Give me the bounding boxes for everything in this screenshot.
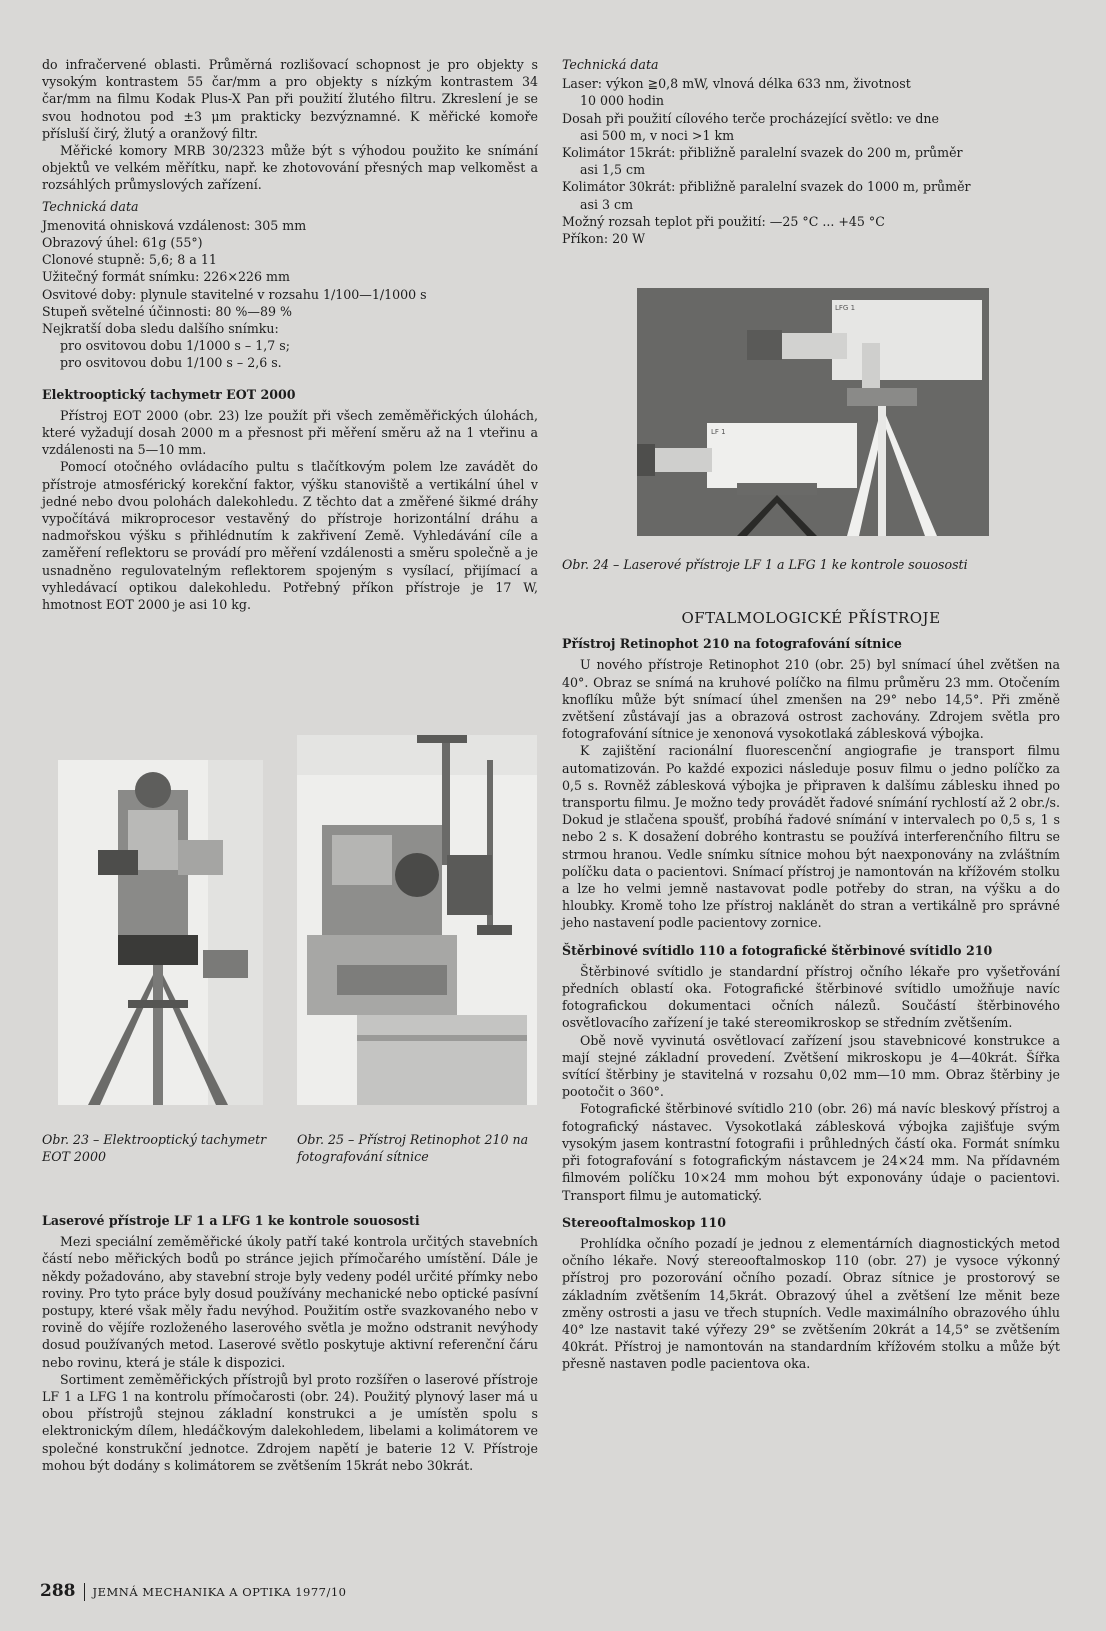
tech-item: Kolimátor 15krát: přibližně paralelní svazek do 200 m, průměr [562, 145, 963, 161]
tech-item: Užitečný formát snímku: 226×226 mm [42, 269, 290, 285]
photo-eot-2000 [58, 760, 263, 1105]
figure-caption-23: Obr. 23 – Elektrooptický tachymetr EOT 2000 [42, 1132, 267, 1164]
left-column-top [42, 56, 538, 613]
tech-item: Nejkratší doba sledu dalšího snímku: [42, 321, 279, 337]
tech-data-title: Technická data [42, 198, 139, 214]
tech-subitem: pro osvitovou dobu 1/1000 s – 1,7 s; [60, 338, 290, 354]
paragraph: do infračervené oblasti. Průměrná rozlišovací schopnost je pro objekty s vysokým kontrastem 55 čar/mm a pro objekty s nízkým kontrastem 34 čar/mm na filmu Kodak Plus-X Pan při použití žlutého filtru. Zkreslení je se svou hodnotou pod ±3 μm prakticky bezvýznamné. K měřické komoře přísluší čirý, žlutý a oranžový filtr. [42, 57, 538, 141]
journal-name: JEMNÁ MECHANIKA A OPTIKA 1977/10 [92, 1585, 347, 1599]
section-heading: Přístroj Retinophot 210 na fotografování sítnice [562, 636, 902, 652]
section-heading: Laserové přístroje LF 1 a LFG 1 ke kontrole souososti [42, 1213, 420, 1228]
tech-item: Osvitové doby: plynule stavitelné v rozsahu 1/100—1/1000 s [42, 286, 427, 302]
tech-item: Laser: výkon ≧0,8 mW, vlnová délka 633 nm, životnost [562, 76, 911, 92]
tech-item: Clonové stupně: 5,6; 8 a 11 [42, 252, 217, 268]
paragraph: Měřické komory MRB 30/2323 může být s výhodou použito ke snímání objektů ve velkém měřítku, např. ke zhotovování přesných map velkoměst a rozsáhlých průmyslových zařízení. [42, 143, 538, 193]
tech-item-cont: 10 000 hodin [580, 93, 664, 109]
right-column-top [562, 56, 1060, 247]
paragraph: Sortiment zeměměřických přístrojů byl proto rozšířen o laserové přístroje LF 1 a LFG 1 na kontrolu přímočarosti (obr. 24). Použitý plynový laser má u obou přístrojů stejnou základní konstrukci a je umístěn spolu s elektronickým dílem, hledáčkovým dalekohledem, libelami a kolimátorem ve společné konstrukční jednotce. Zdrojem napětí je baterie 12 V. Přístroje mohou být dodány s kolimátorem se zvětšením 15krát nebo 30krát. [42, 1371, 538, 1473]
right-column-bottom [562, 588, 1060, 1373]
tech-item-cont: asi 3 cm [580, 196, 634, 212]
tech-item-cont: asi 1,5 cm [580, 162, 646, 178]
paragraph: Štěrbinové svítidlo je standardní přístroj očního lékaře pro vyšetřování předních oblastí oka. Fotografické štěrbinové svítidlo umožňuje navíc fotografickou dokumentaci očních nálezů. Součástí štěrbinového osvětlovacího zařízení je také stereomikroskop se středním zvětšením. [562, 963, 1060, 1031]
paragraph: Fotografické štěrbinové svítidlo 210 (obr. 26) má navíc bleskový přístroj a fotografický nástavec. Vysokotlaká záblesková výbojka zajišťuje svým vysokým jasem kontrastní fotografii i průhledných částí oka. Formát snímku při fotografování s fotografickým nástavcem je 24×24 mm. Na přídavném filmovém políčku 10×24 mm mohou být exponovány údaje o pacientovi. Transport filmu je automatický. [562, 1101, 1060, 1203]
paragraph: Přístroj EOT 2000 (obr. 23) lze použít při všech zeměměřických úlohách, které vyžadují dosah 2000 m a přesnost při měření směru až na 1 vteřinu a vzdálenosti na 5—10 mm. [42, 407, 538, 458]
tech-item-cont: asi 500 m, v noci >1 km [580, 127, 735, 143]
tech-item: Příkon: 20 W [562, 231, 646, 247]
photo-retinophot-210 [297, 735, 537, 1105]
page-number: 288 [40, 1581, 76, 1601]
tech-item: Obrazový úhel: 61g (55°) [42, 235, 203, 251]
paragraph: U nového přístroje Retinophot 210 (obr. 25) byl snímací úhel zvětšen na 40°. Obraz se snímá na kruhové políčko na filmu průměru 23 mm. Otočením knoflíku může být snímací úhel zmenšen na 29° nebo 14,5°. Při změně zvětšení zůstávají jas a obrazová ostrost zachovány. Zdrojem světla pro fotografování sítnice je xenonová vysokotlaká záblesková výbojka. [562, 657, 1060, 742]
paragraph: Mezi speciální zeměměřické úkoly patří také kontrola určitých stavebních částí nebo měřických bodů po stránce jejich přímočarého umístění. Dále je někdy požadováno, aby stavební stroje byly vedeny podél určité přímky nebo roviny. Pro tyto práce byly dosud používány mechanické nebo optické pasívní postupy, které však měly řadu nevýhod. Použitím ostře svazkovaného nebo v rovině do vějíře rozloženého laserového světla je možno odstranit nevýhody dosud používaných metod. Laserové světlo poskytuje aktivní referenční čáru nebo rovinu, která je stále k dispozici. [42, 1234, 538, 1370]
tech-subitem: pro osvitovou dobu 1/100 s – 2,6 s. [60, 355, 282, 371]
left-column-bottom [42, 1212, 538, 1474]
tech-data-list [42, 217, 538, 372]
figure-caption-24: Obr. 24 – Laserové přístroje LF 1 a LFG 1 ke kontrole souososti [562, 557, 968, 572]
tech-item: Kolimátor 30krát: přibližně paralelní svazek do 1000 m, průměr [562, 179, 971, 195]
tech-item: Jmenovitá ohnisková vzdálenost: 305 mm [42, 217, 307, 233]
section-heading: Stereooftalmoskop 110 [562, 1214, 726, 1230]
tech-data-list [562, 75, 1060, 247]
tech-item: Dosah při použití cílového terče procházející světlo: ve dne [562, 110, 939, 126]
tech-item: Možný rozsah teplot při použití: —25 °C ... +45 °C [562, 213, 885, 229]
device-label: LFG 1 [835, 304, 856, 312]
figure-caption-25: Obr. 25 – Přístroj Retinophot 210 na fotografování sítnice [297, 1132, 529, 1164]
paragraph: Prohlídka očního pozadí je jednou z elementárních diagnostických metod očního lékaře. Nový stereooftalmoskop 110 (obr. 27) je vysoce výkonný přístroj pro pozorování očního pozadí. Obraz sítnice je prostorový se základním zvětšením 14,5krát. Obrazový úhel a zvětšení lze měnit beze změny ostrosti a jasu ve třech stupních. Vedle maximálního obrazového úhlu 40° lze nastavit také výřezy 29° se zvětšením 20krát a 14,5° se zvětšením 40krát. Přístroj je namontován na standardním křížovém stolku a může být přesně nastaven podle pacientova oka. [562, 1235, 1060, 1372]
photo-laser-lf1-lfg1 [637, 288, 989, 536]
device-label: LF 1 [711, 428, 726, 436]
page-footer [40, 1581, 347, 1601]
paragraph: Obě nově vyvinutá osvětlovací zařízení jsou stavebnicové konstrukce a mají stejné základní provedení. Zvětšení mikroskopu je 4—40krát. Šířka svítící štěrbiny je stavitelná v rozsahu 0,02 mm—10 mm. Obraz štěrbiny je pootočit o 360°. [562, 1032, 1060, 1100]
paragraph: K zajištění racionální fluorescenční angiografie je transport filmu automatizován. Po každé expozici následuje posuv filmu o jedno políčko za 0,5 s. Rovněž záblesková výbojka je připraven k dalšímu záblesku ihned po transportu filmu. Je možno tedy provádět řadové snímání rychlostí až 2 obr./s. Dokud je stlačena spoušť, probíhá řadové snímání v intervalech po 0,5 s, 1 s nebo 2 s. K dosažení dobrého kontrastu se používá interferenčního filtru se strmou hranou. Vedle snímku sítnice mohou být naexponovány na zvláštním políčku data o pacientovi. Snímací přístroj je namontován na křížovém stolku a lze ho velmi jemně nastavovat podle potřeby do stran, na výšku a do hloubky. Kromě toho lze přístroj naklánět do stran a vertikálně pro správné jeho nastavení podle pacientovy zornice. [562, 743, 1060, 931]
tech-data-title: Technická data [562, 57, 659, 72]
section-title: OFTALMOLOGICKÉ PŘÍSTROJE [681, 609, 941, 627]
footer-divider [84, 1583, 85, 1601]
section-heading: Štěrbinové svítidlo 110 a fotografické štěrbinové svítidlo 210 [562, 942, 993, 958]
paragraph: Pomocí otočného ovládacího pultu s tlačítkovým polem lze zavádět do přístroje atmosférický korekční faktor, výšku stanoviště a vertikální úhel v jedné nebo dvou polohách dalekohledu. Z těchto dat a změřené šikmé dráhy vypočítává mikroprocesor vestavěný do přístroje horizontální dráhu a nadmořskou výšku s přihlédnutím k zakřivení Země. Vyhledávání cíle a zaměření reflektoru se provádí pro měření vzdálenosti a směru společně a je usnadněno regulovatelným reflektorem spojeným s vysílací, přijímací a vyhledávací optikou dalekohledu. Potřebný příkon přístroje je 17 W, hmotnost EOT 2000 je asi 10 kg. [42, 459, 538, 613]
tech-item: Stupeň světelné účinnosti: 80 %—89 % [42, 303, 292, 319]
section-heading: Elektrooptický tachymetr EOT 2000 [42, 386, 296, 402]
